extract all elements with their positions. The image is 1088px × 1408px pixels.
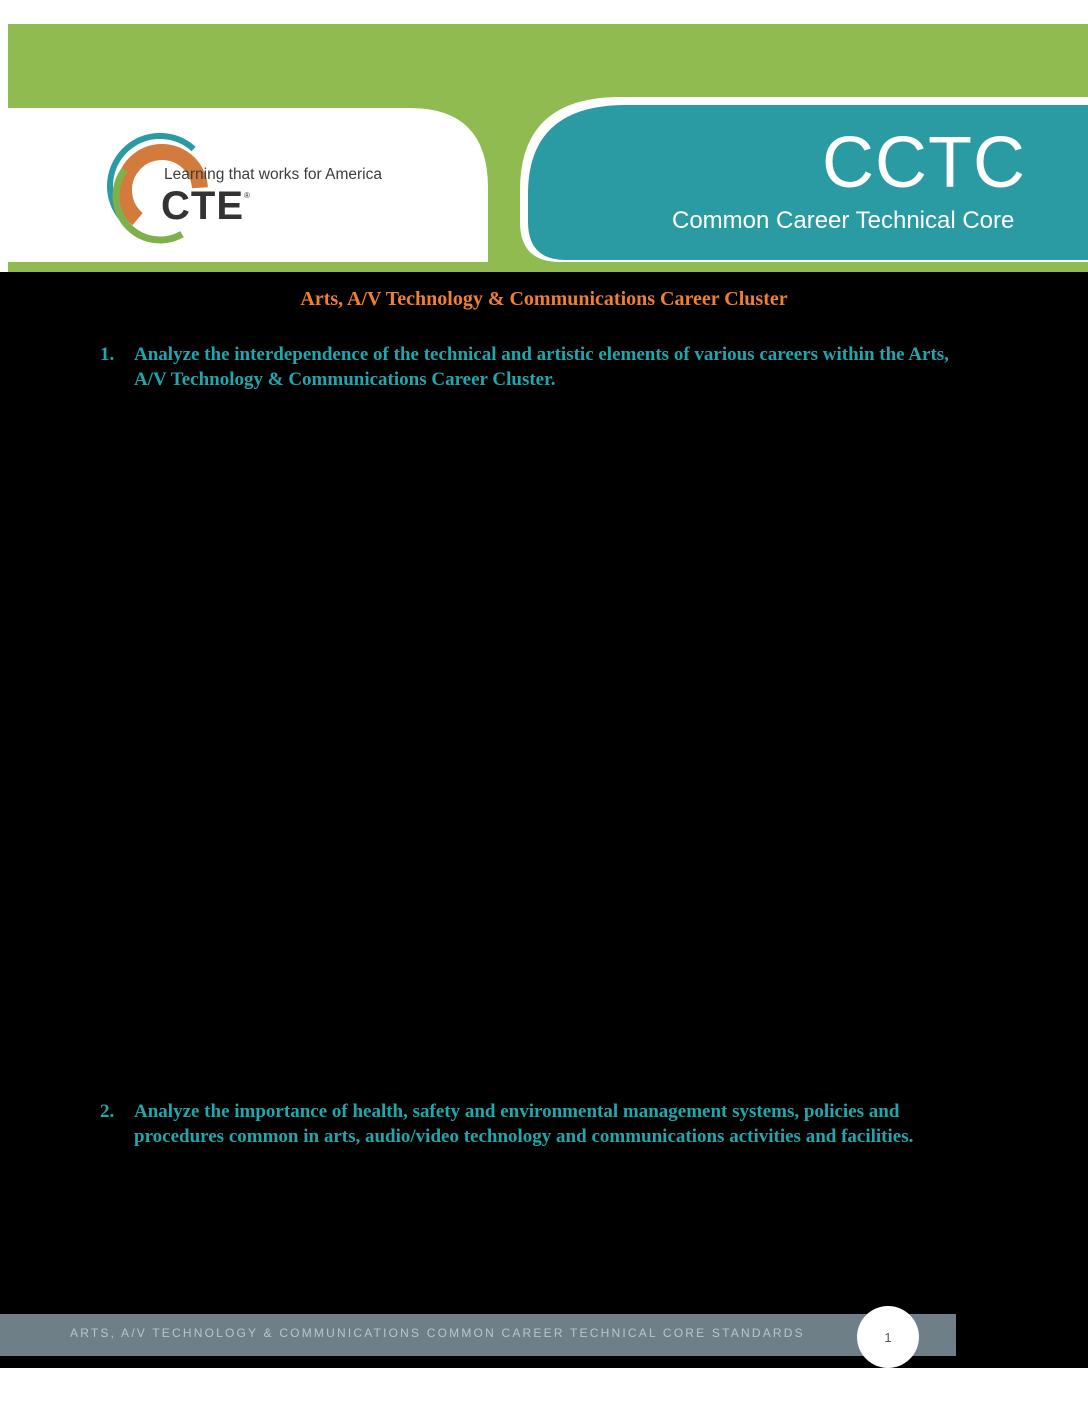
page-header <box>0 0 1088 272</box>
standard-text: Analyze the importance of health, safety and environmental management systems, policies and procedures common in arts, audio/video technology and communications activities and facilities. <box>134 1101 914 1147</box>
page-number: 1 <box>857 1306 919 1368</box>
tagline: Learning that works for America <box>164 166 382 183</box>
document-title: Arts, A/V Technology & Communications Career Cluster <box>300 288 788 310</box>
standard-number: 2. <box>100 1101 115 1122</box>
registered-mark: ® <box>244 191 250 200</box>
page-body-background <box>0 272 1088 1368</box>
logo-panel <box>8 108 488 262</box>
standard-item-1 <box>100 342 980 392</box>
standard-text: Analyze the interdependence of the technical and artistic elements of various careers within the Arts, A/V Technology & Communications Career Cluster. <box>134 344 949 390</box>
cte-logo-text: CTE <box>161 184 244 228</box>
brand-subtitle: Common Career Technical Core <box>672 207 1015 234</box>
standard-item-2 <box>100 1099 980 1149</box>
brand-title: CCTC <box>822 123 1026 203</box>
standard-number: 1. <box>100 344 115 365</box>
footer-text: ARTS, A/V TECHNOLOGY & COMMUNICATIONS COMMON CAREER TECHNICAL CORE STANDARDS <box>70 1326 805 1340</box>
